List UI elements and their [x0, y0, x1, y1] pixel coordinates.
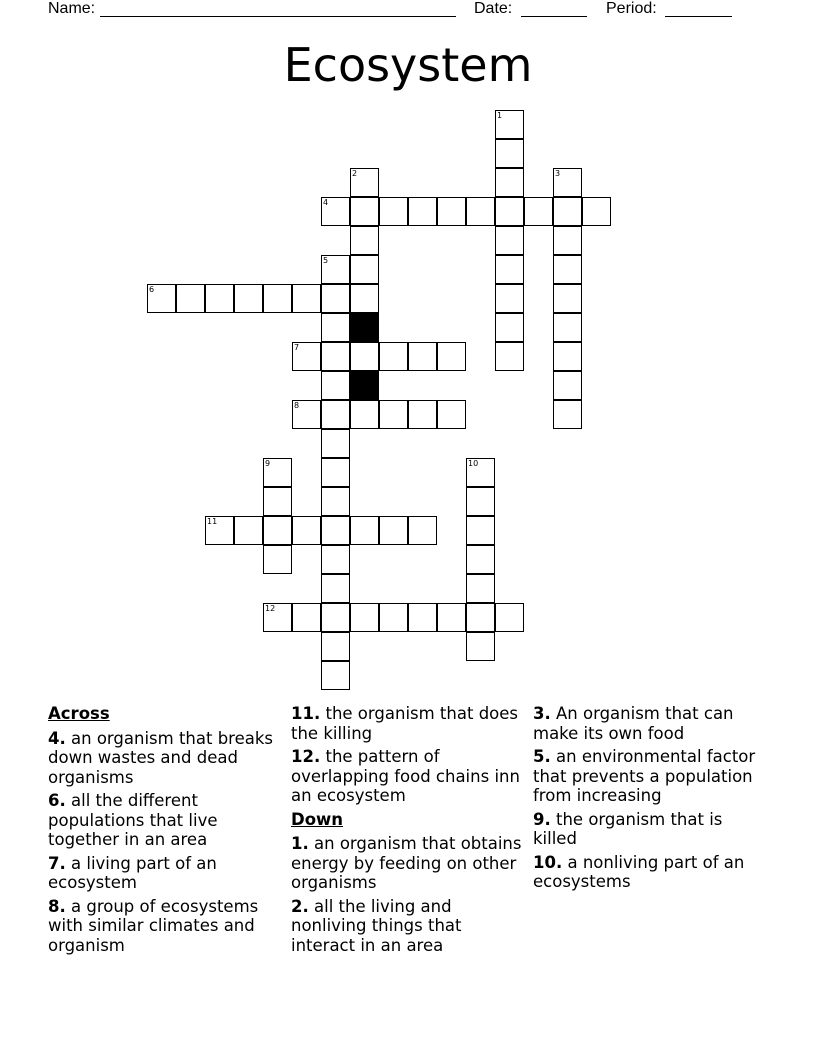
crossword-cell[interactable]: [350, 197, 379, 226]
across-clue-12: 12. the pattern of overlapping food chains inn an ecosystem: [291, 747, 520, 805]
crossword-cell[interactable]: [321, 516, 350, 545]
date-label: Date:: [474, 0, 513, 17]
crossword-cell[interactable]: [350, 226, 379, 255]
crossword-cell[interactable]: [350, 284, 379, 313]
down-clue-1: 1. an organism that obtains energy by feeding on other organisms: [291, 834, 522, 892]
crossword-cell[interactable]: [321, 632, 350, 661]
crossword-cell[interactable]: [582, 197, 611, 226]
crossword-cell[interactable]: [495, 168, 524, 197]
period-label: Period:: [606, 0, 657, 17]
crossword-cell[interactable]: [495, 139, 524, 168]
crossword-cell[interactable]: [176, 284, 205, 313]
crossword-cell[interactable]: [263, 284, 292, 313]
down-clue-3: 3. An organism that can make its own food: [533, 704, 734, 743]
crossword-cell[interactable]: [495, 603, 524, 632]
crossword-cell[interactable]: [466, 516, 495, 545]
crossword-cell[interactable]: [292, 603, 321, 632]
clue-number: 6: [149, 285, 155, 294]
blocked-cell: [350, 313, 379, 342]
crossword-cell[interactable]: [379, 603, 408, 632]
crossword-cell[interactable]: [321, 371, 350, 400]
crossword-cell[interactable]: [379, 197, 408, 226]
crossword-cell[interactable]: [466, 632, 495, 661]
clue-number: 11: [207, 517, 218, 526]
crossword-cell[interactable]: [321, 458, 350, 487]
crossword-cell[interactable]: [263, 516, 292, 545]
crossword-cell[interactable]: [234, 516, 263, 545]
crossword-cell[interactable]: [495, 284, 524, 313]
crossword-cell[interactable]: [408, 603, 437, 632]
across-clue-6: 6. all the different populations that live together in an area: [48, 791, 218, 849]
crossword-cell[interactable]: [553, 226, 582, 255]
down-heading: Down: [291, 809, 344, 829]
crossword-cell[interactable]: [321, 284, 350, 313]
crossword-cell[interactable]: [553, 400, 582, 429]
across-clue-7: 7. a living part of an ecosystem: [48, 853, 217, 892]
crossword-cell[interactable]: [466, 603, 495, 632]
crossword-cell[interactable]: [466, 487, 495, 516]
clue-number: 4: [323, 198, 329, 207]
crossword-cell[interactable]: [553, 371, 582, 400]
crossword-cell[interactable]: [350, 255, 379, 284]
crossword-cell[interactable]: [553, 284, 582, 313]
crossword-cell[interactable]: [466, 545, 495, 574]
crossword-cell[interactable]: [321, 574, 350, 603]
crossword-cell[interactable]: [379, 516, 408, 545]
crossword-cell[interactable]: [437, 197, 466, 226]
crossword-cell[interactable]: [321, 661, 350, 690]
crossword-cell[interactable]: [350, 603, 379, 632]
crossword-cell[interactable]: [321, 400, 350, 429]
name-label: Name:: [48, 0, 96, 17]
crossword-cell[interactable]: [437, 400, 466, 429]
crossword-cell[interactable]: [553, 313, 582, 342]
crossword-cell[interactable]: [408, 197, 437, 226]
clue-column-3: [533, 704, 765, 896]
crossword-cell[interactable]: [495, 313, 524, 342]
crossword-cell[interactable]: [321, 342, 350, 371]
clue-number: 2: [352, 169, 358, 178]
crossword-cell[interactable]: [321, 545, 350, 574]
down-clue-5: 5. an environmental factor that prevents a population from increasing: [533, 747, 756, 805]
crossword-cell[interactable]: [350, 516, 379, 545]
crossword-cell[interactable]: [321, 429, 350, 458]
down-clue-2: 2. all the living and nonliving things that interact in an area: [291, 896, 462, 955]
crossword-cell[interactable]: [495, 197, 524, 226]
crossword-cell[interactable]: [408, 516, 437, 545]
crossword-cell[interactable]: [350, 400, 379, 429]
crossword-cell[interactable]: [466, 574, 495, 603]
clue-number: 1: [497, 111, 503, 120]
across-clue-11: 11. the organism that does the killing: [291, 704, 519, 743]
down-clue-9: 9. the organism that is killed: [533, 809, 723, 848]
crossword-cell[interactable]: [292, 284, 321, 313]
crossword-cell[interactable]: [350, 342, 379, 371]
crossword-cell[interactable]: [205, 284, 234, 313]
crossword-cell[interactable]: [466, 197, 495, 226]
crossword-cell[interactable]: [495, 255, 524, 284]
crossword-cell[interactable]: [437, 603, 466, 632]
clue-number: 8: [294, 401, 300, 410]
crossword-cell[interactable]: [379, 400, 408, 429]
crossword-cell[interactable]: [495, 342, 524, 371]
crossword-cell[interactable]: [408, 342, 437, 371]
crossword-cell[interactable]: [234, 284, 263, 313]
crossword-cell[interactable]: [321, 487, 350, 516]
crossword-cell[interactable]: [553, 197, 582, 226]
crossword-cell[interactable]: [321, 313, 350, 342]
clue-number: 5: [323, 256, 329, 265]
across-clue-4: 4. an organism that breaks down wastes and dead organisms: [48, 728, 274, 787]
clue-number: 9: [265, 459, 271, 468]
crossword-cell[interactable]: [495, 226, 524, 255]
crossword-cell[interactable]: [553, 342, 582, 371]
across-heading: Across: [48, 704, 110, 723]
clue-number: 7: [294, 343, 300, 352]
clue-number: 10: [468, 459, 479, 468]
crossword-cell[interactable]: [379, 342, 408, 371]
blocked-cell: [350, 371, 379, 400]
crossword-cell[interactable]: [553, 255, 582, 284]
clue-column-1: [48, 704, 280, 959]
across-clue-8: 8. a group of ecosystems with similar climates and organism: [48, 896, 259, 955]
clue-column-2: [291, 704, 523, 959]
down-clue-10: 10. a nonliving part of an ecosystems: [533, 852, 745, 891]
crossword-cell[interactable]: [524, 197, 553, 226]
crossword-cell[interactable]: [408, 400, 437, 429]
page-title: Ecosystem: [283, 38, 533, 92]
clue-number: 3: [555, 169, 561, 178]
crossword-cell[interactable]: [321, 603, 350, 632]
clue-number: 12: [265, 604, 276, 613]
crossword-cell[interactable]: [292, 516, 321, 545]
crossword-cell[interactable]: [263, 545, 292, 574]
crossword-cell[interactable]: [437, 342, 466, 371]
crossword-cell[interactable]: [263, 487, 292, 516]
